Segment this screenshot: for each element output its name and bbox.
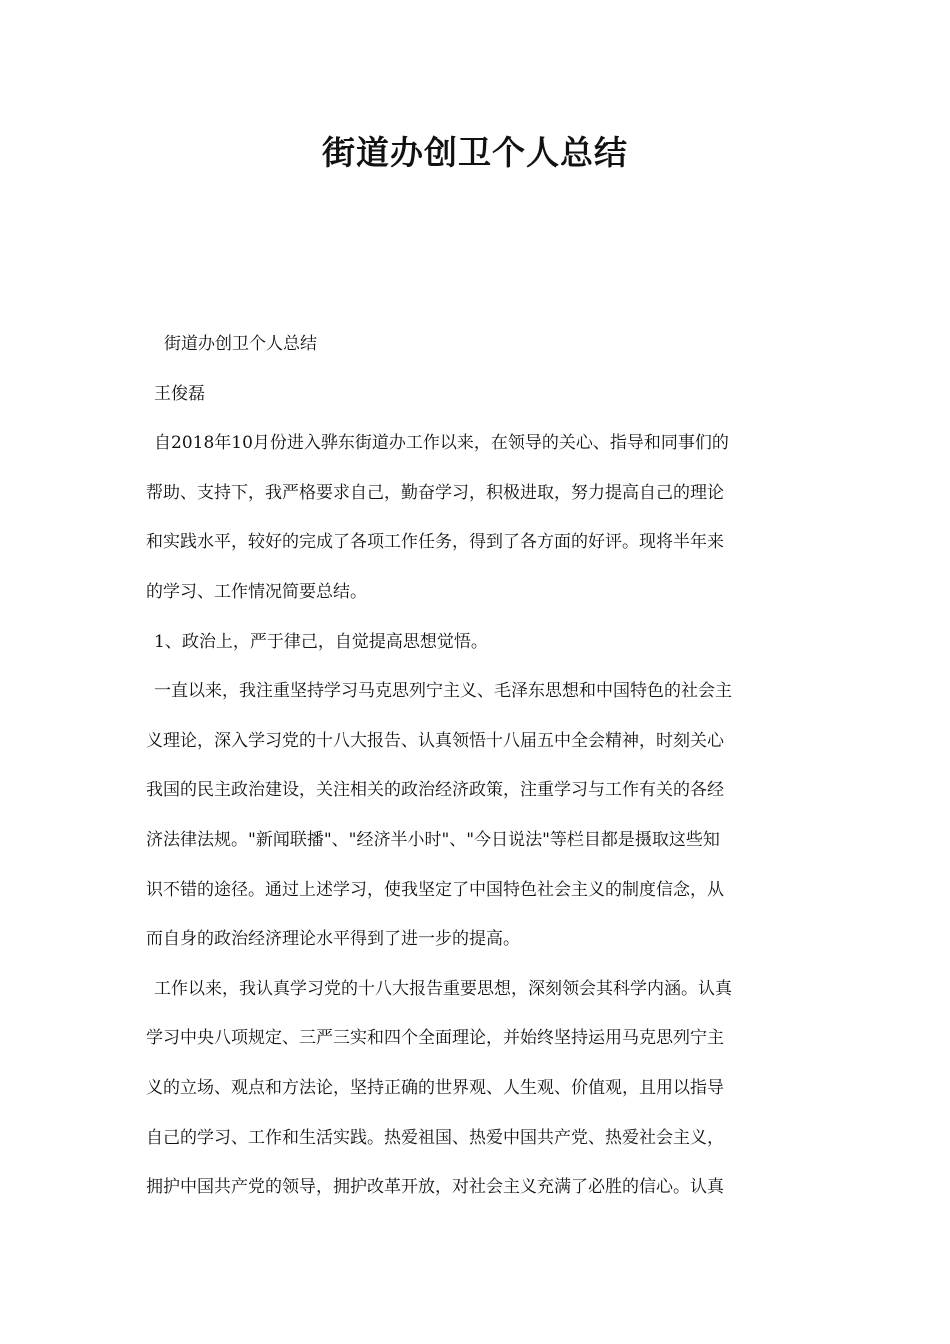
text-line: 而自身的政治经济理论水平得到了进一步的提高。 <box>146 929 520 950</box>
text-line: 济法律法规。"新闻联播"、"经济半小时"、"今日说法"等栏目都是摄取这些知 <box>146 829 720 850</box>
author-name: 王俊磊 <box>154 383 205 404</box>
text-line: 学习中央八项规定、三严三实和四个全面理论，并始终坚持运用马克思列宁主 <box>146 1028 724 1049</box>
document-body <box>146 320 808 1213</box>
section-heading: 1、政治上，严于律己，自觉提高思想觉悟。 <box>154 631 488 652</box>
text-line: 帮助、支持下，我严格要求自己，勤奋学习，积极进取，努力提高自己的理论 <box>146 482 724 503</box>
text-line: 工作以来，我认真学习党的十八大报告重要思想，深刻领会其科学内涵。认真 <box>154 978 732 999</box>
text-line: 义理论，深入学习党的十八大报告、认真领悟十八届五中全会精神，时刻关心 <box>146 730 724 751</box>
text-line: 和实践水平，较好的完成了各项工作任务，得到了各方面的好评。现将半年来 <box>146 532 724 553</box>
text-line: 一直以来，我注重坚持学习马克思列宁主义、毛泽东思想和中国特色的社会主 <box>154 681 732 702</box>
text-line: 拥护中国共产党的领导，拥护改革开放，对社会主义充满了必胜的信心。认真 <box>146 1177 724 1198</box>
text-line: 义的立场、观点和方法论，坚持正确的世界观、人生观、价值观，且用以指导 <box>146 1077 724 1098</box>
text-line: 的学习、工作情况简要总结。 <box>146 581 367 602</box>
body-subtitle: 街道办创卫个人总结 <box>164 334 317 354</box>
text-line: 自己的学习、工作和生活实践。热爱祖国、热爱中国共产党、热爱社会主义， <box>146 1127 724 1148</box>
text-line: 自2018年10月份进入骅东街道办工作以来，在领导的关心、指导和同事们的 <box>154 433 729 454</box>
text-line: 我国的民主政治建设，关注相关的政治经济政策，注重学习与工作有关的各经 <box>146 780 724 801</box>
text-line: 识不错的途径。通过上述学习，使我坚定了中国特色社会主义的制度信念，从 <box>146 879 724 900</box>
document-title: 街道办创卫个人总结 <box>322 133 628 172</box>
